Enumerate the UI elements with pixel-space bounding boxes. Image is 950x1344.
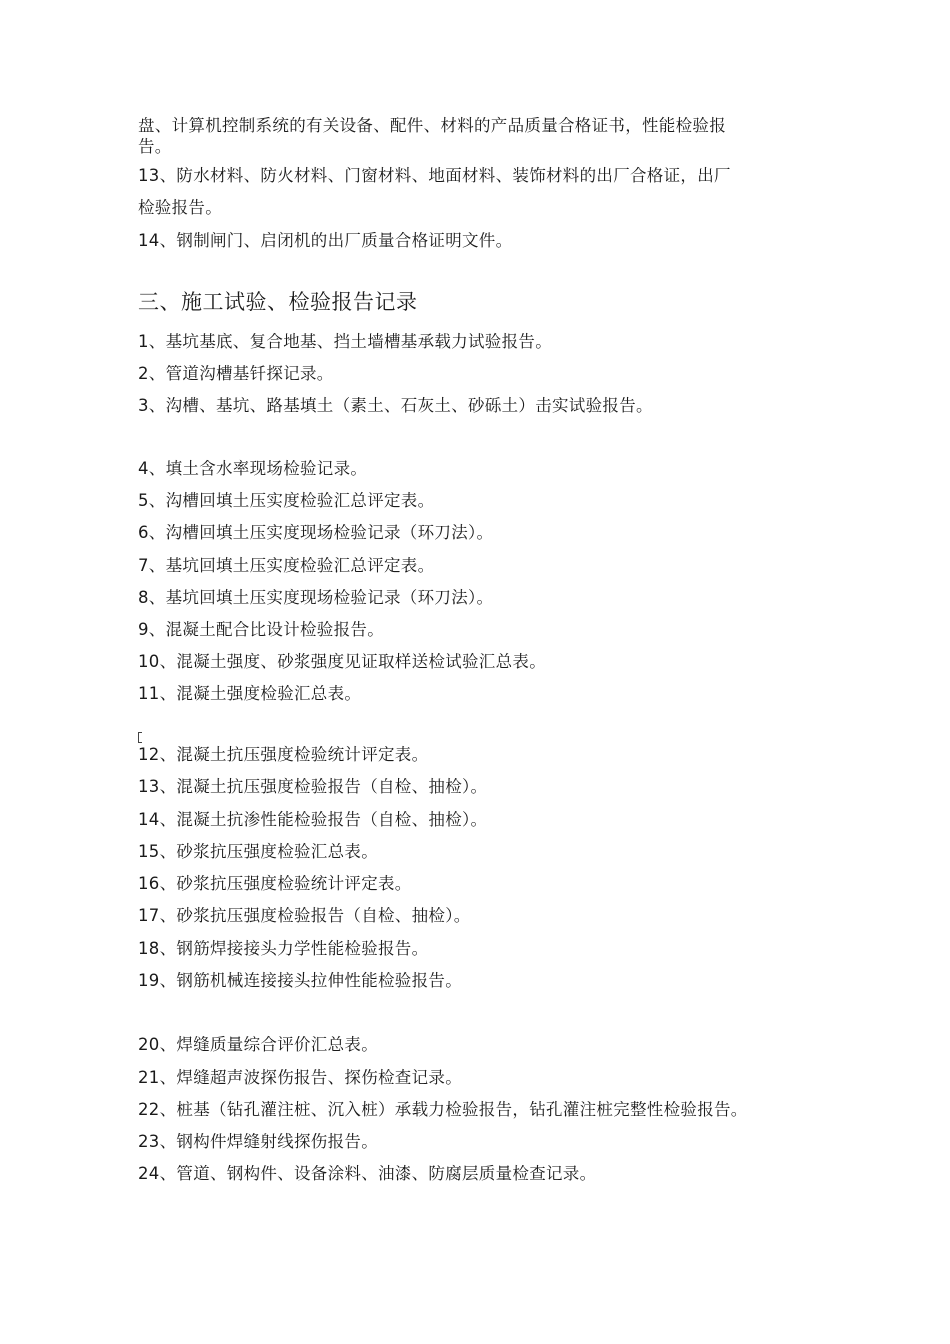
intro-line: 13、防水材料、防火材料、门窗材料、地面材料、装饰材料的出厂合格证，出厂 xyxy=(138,166,731,185)
list-item: 5、沟槽回填土压实度检验汇总评定表。 xyxy=(138,491,435,510)
list-item: 20、焊缝质量综合评价汇总表。 xyxy=(138,1035,378,1054)
list-item: 14、混凝土抗渗性能检验报告（自检、抽检）。 xyxy=(138,810,488,829)
intro-line: 检验报告。 xyxy=(138,198,222,217)
intro-line: 告。 xyxy=(138,137,172,156)
list-item: 2、管道沟槽基钎探记录。 xyxy=(138,364,334,383)
intro-line: 14、钢制闸门、启闭机的出厂质量合格证明文件。 xyxy=(138,231,513,250)
list-item: 13、混凝土抗压强度检验报告（自检、抽检）。 xyxy=(138,777,488,796)
list-item: 18、钢筋焊接接头力学性能检验报告。 xyxy=(138,939,429,958)
list-item: 22、桩基（钻孔灌注桩、沉入桩）承载力检验报告，钻孔灌注桩完整性检验报告。 xyxy=(138,1100,748,1119)
list-item: 12、混凝土抗压强度检验统计评定表。 xyxy=(138,745,429,764)
list-item: 17、砂浆抗压强度检验报告（自检、抽检）。 xyxy=(138,906,471,925)
list-item: 23、钢构件焊缝射线探伤报告。 xyxy=(138,1132,378,1151)
list-item: 11、混凝土强度检验汇总表。 xyxy=(138,684,362,703)
list-item: 19、钢筋机械连接接头拉伸性能检验报告。 xyxy=(138,971,462,990)
list-item: 8、基坑回填土压实度现场检验记录（环刀法）。 xyxy=(138,588,494,607)
list-item: 4、填土含水率现场检验记录。 xyxy=(138,459,368,478)
list-item: 6、沟槽回填土压实度现场检验记录（环刀法）。 xyxy=(138,523,494,542)
list-item: 21、焊缝超声波探伤报告、探伤检查记录。 xyxy=(138,1068,462,1087)
intro-line: 盘、计算机控制系统的有关设备、配件、材料的产品质量合格证书，性能检验报 xyxy=(138,116,726,135)
list-item: 3、沟槽、基坑、路基填土（素土、石灰土、砂砾土）击实试验报告。 xyxy=(138,396,653,415)
list-item: 15、砂浆抗压强度检验汇总表。 xyxy=(138,842,378,861)
list-item: 7、基坑回填土压实度检验汇总评定表。 xyxy=(138,556,435,575)
section-heading: 三、施工试验、检验报告记录 xyxy=(138,290,418,314)
list-item: 10、混凝土强度、砂浆强度见证取样送检试验汇总表。 xyxy=(138,652,546,671)
list-item: 9、混凝土配合比设计检验报告。 xyxy=(138,620,384,639)
bracket-mark xyxy=(138,732,142,743)
list-item: 16、砂浆抗压强度检验统计评定表。 xyxy=(138,874,412,893)
list-item: 24、管道、钢构件、设备涂料、油漆、防腐层质量检查记录。 xyxy=(138,1164,597,1183)
list-item: 1、基坑基底、复合地基、挡土墙槽基承载力试验报告。 xyxy=(138,332,552,351)
